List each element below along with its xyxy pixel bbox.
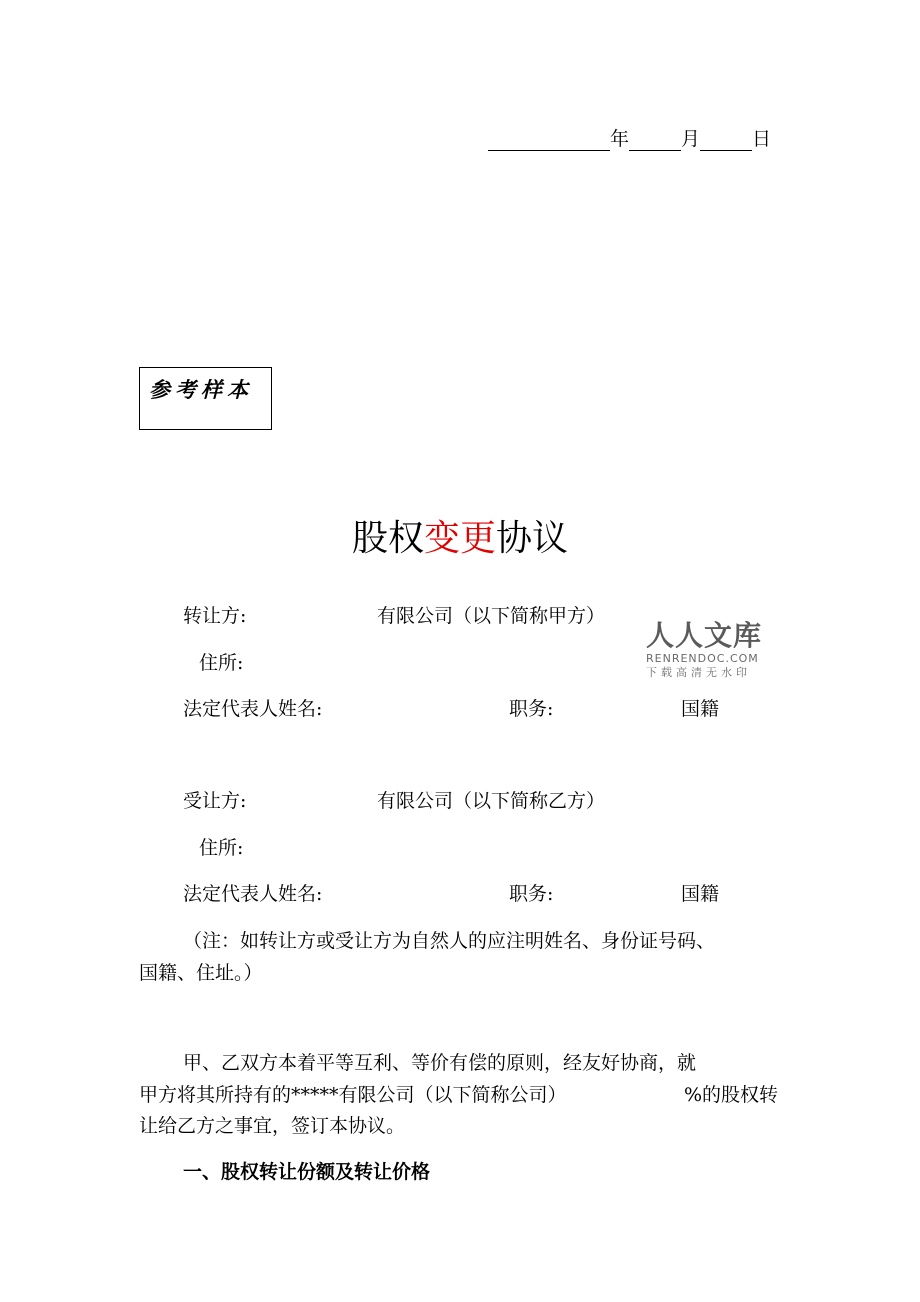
preamble-line-3: 让给乙方之事宜，签订本协议。	[139, 1115, 406, 1137]
transferor-label: 转让方:	[183, 605, 247, 627]
transferor-rep-label: 法定代表人姓名:	[183, 698, 323, 720]
title-part3: 协议	[496, 518, 569, 559]
renrendoc-watermark	[646, 620, 776, 680]
note-line-1: （注：如转让方或受让方为自然人的应注明姓名、身份证号码、	[183, 930, 716, 952]
transferee-label: 受让方:	[183, 790, 247, 812]
document-title	[0, 510, 920, 561]
section-1-heading: 一、股权转让份额及转让价格	[183, 1161, 431, 1183]
year-blank[interactable]	[488, 132, 610, 151]
day-suffix: 日	[752, 128, 772, 150]
transferee-position-label: 职务:	[509, 883, 554, 905]
day-blank[interactable]	[700, 132, 752, 151]
title-part1: 股权	[351, 518, 424, 559]
transferor-position-label: 职务:	[509, 698, 554, 720]
title-part2-highlight: 变更	[423, 518, 496, 559]
watermark-sub: 下载高清无水印	[646, 666, 751, 679]
preamble-line-1: 甲、乙双方本着平等互利、等价有偿的原则，经友好协商，就	[183, 1052, 697, 1074]
transferee-address-label: 住所:	[199, 837, 244, 859]
date-line	[488, 124, 771, 151]
transferee-company: 有限公司（以下简称乙方）	[377, 790, 606, 812]
transferor-nationality-label: 国籍	[681, 698, 720, 720]
year-suffix: 年	[610, 128, 630, 150]
transferor-company: 有限公司（以下简称甲方）	[377, 605, 606, 627]
transferor-address-label: 住所:	[199, 652, 244, 674]
preamble-line-2b: %的股权转	[684, 1084, 779, 1106]
transferee-rep-label: 法定代表人姓名:	[183, 883, 323, 905]
watermark-main: 人人文库	[646, 619, 763, 652]
note-line-2: 国籍、住址。）	[139, 962, 263, 984]
watermark-url: RENRENDOC.COM	[646, 652, 759, 665]
stamp-label: 参考样本	[149, 377, 253, 402]
transferee-nationality-label: 国籍	[681, 883, 720, 905]
reference-sample-stamp	[139, 367, 272, 430]
month-blank[interactable]	[629, 132, 681, 151]
month-suffix: 月	[681, 128, 701, 150]
preamble-line-2a: 甲方将其所持有的*****有限公司（以下简称公司）	[139, 1084, 567, 1106]
